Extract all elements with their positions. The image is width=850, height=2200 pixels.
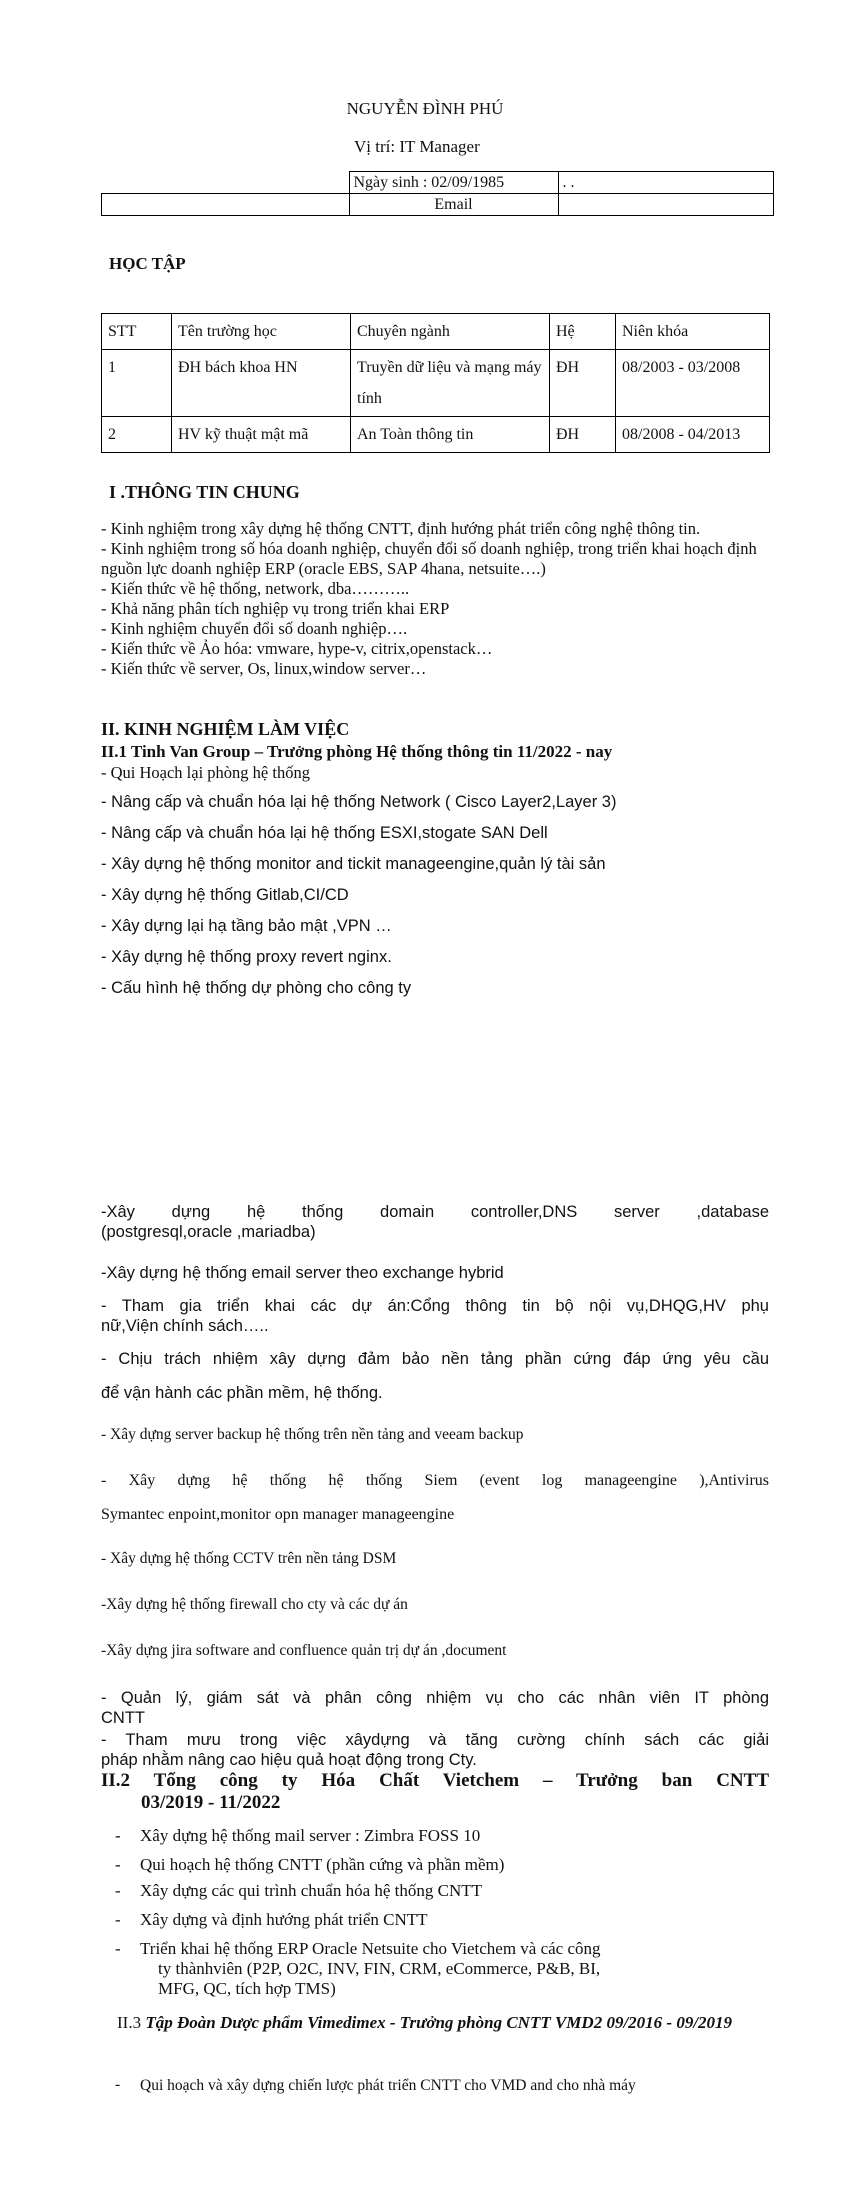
col-header: Chuyên ngành (351, 314, 550, 350)
list-item: - Qui Hoạch lại phòng hệ thống (101, 763, 310, 782)
list-item: -Xây dựng jira software and confluence quản trị dự án ,document (101, 1642, 507, 1659)
job3-list: - Qui hoạch và xây dựng chiến lược phát triển CNTT cho VMD and cho nhà máy (115, 2076, 636, 2094)
erp-line: Triển khai hệ thống ERP Oracle Netsuite cho Vietchem và các công (140, 1939, 601, 1958)
hardware-item (101, 1349, 769, 1403)
list-item: (postgresql,oracle ,mariadba) (101, 1223, 316, 1241)
table-row (102, 417, 770, 453)
list-item: -Xây dựng hệ thống firewall cho cty và các dự án (101, 1596, 408, 1613)
list-item: - Tham gia triển khai các dự án:Cổng thông tin bộ nội vụ,DHQG,HV phụ (101, 1297, 769, 1315)
table-row (102, 350, 770, 417)
siem-item (101, 1471, 769, 1525)
table-cell: 2 (102, 417, 172, 453)
job1-list-b (101, 1202, 769, 1242)
list-item: CNTT (101, 1709, 145, 1727)
email-value-cell (558, 194, 774, 216)
list-item: - Nâng cấp và chuẩn hóa lại hệ thống ESXI,stogate SAN Dell (101, 824, 548, 842)
table-cell: Truyền dữ liệu và mạng máy tính (351, 350, 550, 417)
list-item: - Xây dựng hệ thống proxy revert nginx. (101, 948, 392, 966)
list-item: - Kiến thức về Ảo hóa: vmware, hype-v, citrix,openstack… (101, 639, 493, 658)
table-cell: HV kỹ thuật mật mã (172, 417, 351, 453)
col-header: Hệ (550, 314, 616, 350)
job3-prefix: II.3 (117, 2013, 146, 2032)
table-cell: 08/2008 - 04/2013 (616, 417, 770, 453)
table-cell: 08/2003 - 03/2008 (616, 350, 770, 417)
list-item: nữ,Viện chính sách….. (101, 1317, 269, 1335)
col-header: Tên trường học (172, 314, 351, 350)
candidate-name: NGUYỄN ĐÌNH PHÚ (346, 99, 504, 118)
list-item: - Nâng cấp và chuẩn hóa lại hệ thống Network ( Cisco Layer2,Layer 3) (101, 793, 617, 811)
email-label-cell: Email (349, 194, 558, 216)
table-cell: An Toàn thông tin (351, 417, 550, 453)
list-item: - Kiến thức về server, Os, linux,window server… (101, 659, 427, 678)
col-header: Niên khóa (616, 314, 770, 350)
job2-title-line1: II.2 Tổng công ty Hóa Chất Vietchem – Trưởng ban CNTT (101, 1770, 769, 1791)
list-item: - Xây dựng hệ thống monitor and tickit manageengine,quản lý tài sản (101, 855, 606, 873)
general-info-list (101, 519, 761, 679)
projects-item (101, 1296, 769, 1336)
list-item: - Kinh nghiệm chuyển đổi số doanh nghiệp…. (101, 619, 408, 638)
education-table (101, 313, 770, 453)
list-item: -Xây dựng hệ thống domain controller,DNS server ,database (101, 1203, 769, 1221)
list-item: - Xây dựng hệ thống Gitlab,CI/CD (101, 886, 349, 904)
job1-list-a (101, 792, 769, 1009)
list-item: - Xây dựng server backup hệ thống trên nền tảng and veeam backup (101, 1426, 524, 1443)
col-header: STT (102, 314, 172, 350)
list-item: - Cấu hình hệ thống dự phòng cho công ty (101, 979, 412, 997)
job1-title: II.1 Tinh Van Group – Trưởng phòng Hệ thống thông tin 11/2022 - nay (101, 742, 613, 761)
list-item: - Kiến thức về hệ thống, network, dba……….. (101, 579, 410, 598)
manage-item (101, 1688, 769, 1728)
job-position: Vị trí: IT Manager (354, 137, 480, 156)
table-cell: ĐH bách khoa HN (172, 350, 351, 417)
job2-list: - Xây dựng hệ thống mail server : Zimbra FOSS 10 - Qui hoạch hệ thống CNTT (phần cứng và phần mềm) - Xây dựng các qui trình chuẩn hóa hệ thống CNTT - Xây dựng và định hướng phát triển CNTT - Triển khai hệ thống ERP Oracle Netsuite cho Vietchem và các công ty thànhviên (P2P, O2C, INV, FIN, CRM, eCommerce, P&B, BI, MFG, QC, tích hợp TMS) (115, 1826, 775, 2016)
erp-line: MFG, QC, tích hợp TMS) (158, 1979, 336, 1998)
list-item: để vận hành các phần mềm, hệ thống. (101, 1384, 383, 1402)
list-item: - Xây dựng hệ thống CCTV trên nền tảng DSM (101, 1550, 397, 1567)
list-item: - Khả năng phân tích nghiệp vụ trong triển khai ERP (101, 599, 450, 618)
erp-line: ty thànhviên (P2P, O2C, INV, FIN, CRM, eCommerce, P&B, BI, (158, 1959, 601, 1978)
job3-title-text: Tập Đoàn Dược phẩm Vimedimex - Trưởng phòng CNTT VMD2 09/2016 - 09/2019 (145, 2013, 733, 2032)
list-item: -Xây dựng hệ thống email server theo exchange hybrid (101, 1264, 504, 1282)
job2-title-line2: 03/2019 - 11/2022 (141, 1792, 281, 1813)
list-item: Symantec enpoint,monitor opn manager manageengine (101, 1506, 455, 1523)
list-item: - Kinh nghiệm trong số hóa doanh nghiệp, chuyển đổi số doanh nghiệp, trong triển khai hoạch định nguồn lực doanh nghiệp ERP (oracle EBS, SAP 4hana, netsuite….) (101, 539, 757, 578)
dob-cell: Ngày sinh : 02/09/1985 (349, 172, 558, 194)
dob-extra-cell: . . (558, 172, 774, 194)
list-item: - Quản lý, giám sát và phân công nhiệm vụ cho các nhân viên IT phòng (101, 1689, 769, 1707)
table-cell: 1 (102, 350, 172, 417)
list-item: - Xây dựng hệ thống hệ thống Siem (event log manageengine ),Antivirus (101, 1472, 769, 1489)
table-cell: ĐH (550, 417, 616, 453)
education-heading: HỌC TẬP (109, 254, 186, 273)
policy-item (101, 1730, 769, 1770)
job3-title (117, 2012, 772, 2034)
table-cell: ĐH (550, 350, 616, 417)
experience-heading: II. KINH NGHIỆM LÀM VIỆC (101, 719, 350, 739)
list-item: pháp nhằm nâng cao hiệu quả hoạt động trong Cty. (101, 1751, 477, 1769)
list-item: - Chịu trách nhiệm xây dựng đảm bảo nền tảng phần cứng đáp ứng yêu cầu (101, 1350, 769, 1368)
list-item: - Tham mưu trong việc xâydựng và tăng cường chính sách các giải (101, 1731, 769, 1749)
list-item: - Kinh nghiệm trong xây dựng hệ thống CNTT, định hướng phát triển công nghệ thông tin. (101, 519, 701, 538)
education-header-row (102, 314, 770, 350)
job2-title (101, 1770, 769, 1814)
list-item: - Xây dựng lại hạ tầng bảo mật ,VPN … (101, 917, 392, 935)
general-info-heading: I .THÔNG TIN CHUNG (109, 482, 300, 502)
contact-table (101, 171, 774, 216)
